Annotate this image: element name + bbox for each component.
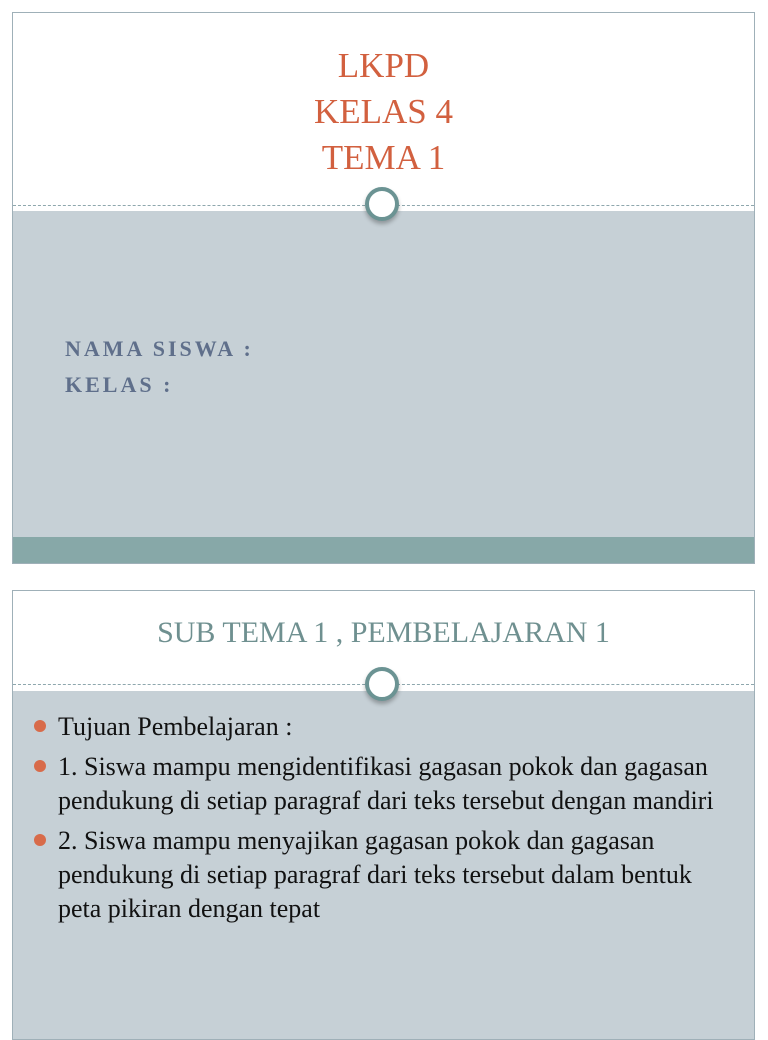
list-item [31, 750, 741, 818]
list-item [31, 710, 741, 744]
title-line-tema: TEMA 1 [321, 138, 446, 177]
circle-ornament-icon [365, 187, 399, 221]
student-class-label: KELAS : [65, 372, 174, 397]
slide-title: SUB TEMA 1 , PEMBELAJARAN 1 [157, 616, 610, 649]
student-fields [65, 331, 254, 403]
list-item [31, 824, 741, 926]
student-name-label: NAMA SISWA : [65, 336, 254, 361]
objectives-slide [12, 590, 755, 1040]
bullet-text: 1. Siswa mampu mengidentifikasi gagasan pokok dan gagasan pendukung di setiap paragraf dari teks tersebut dengan mandiri [58, 752, 714, 815]
bullet-text: 2. Siswa mampu menyajikan gagasan pokok dan gagasan pendukung di setiap paragraf dari teks tersebut dalam bentuk peta pikiran dengan tepat [58, 826, 692, 923]
title-line-lkpd: LKPD [337, 46, 430, 85]
bullet-list [31, 710, 741, 932]
bullet-dot-icon [34, 760, 46, 772]
bullet-dot-icon [34, 834, 46, 846]
footer-bar [13, 537, 754, 563]
title-slide [12, 12, 755, 564]
circle-ornament-icon [365, 667, 399, 701]
bullet-text: Tujuan Pembelajaran : [58, 712, 293, 741]
slide-title [13, 43, 754, 181]
bullet-dot-icon [34, 720, 46, 732]
title-line-kelas: KELAS 4 [313, 92, 454, 131]
